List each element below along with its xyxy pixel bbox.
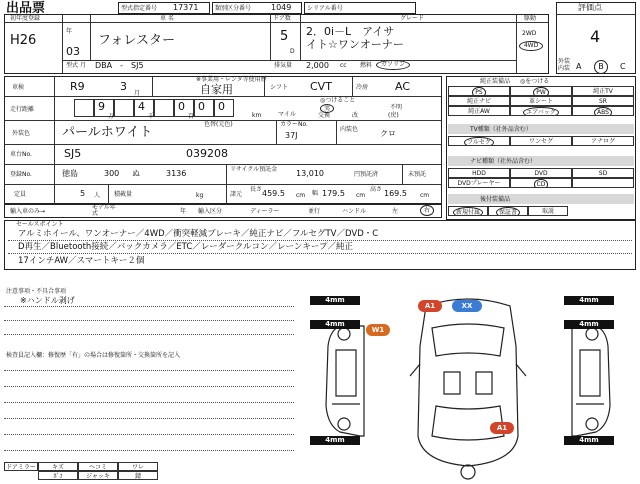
length-unit: cm	[296, 192, 306, 199]
navi-cd: CD	[534, 179, 549, 188]
handle-label: ハンドル	[342, 208, 367, 215]
fuel-selected: ガソリン	[376, 60, 410, 70]
mileage-option-modified: 改	[352, 112, 359, 119]
color-original-label: 色替(元色)	[204, 121, 233, 128]
model-label: 型式	[66, 62, 79, 69]
model-value: DBA - SJ5	[95, 61, 144, 70]
door-suffix: D	[290, 48, 295, 55]
width-label: 幅	[312, 190, 319, 197]
tire-depth-mr: 4mm	[564, 320, 614, 329]
height-value: 169.5	[384, 189, 407, 198]
inspection-era: R9	[70, 80, 85, 93]
load-label: 積載量	[114, 191, 133, 198]
equip-aw: 純正AW	[448, 106, 510, 116]
usage-value: 自家用	[200, 83, 233, 96]
equip-tv: 純正TV	[572, 86, 634, 96]
tv-analog: アナログ	[572, 136, 634, 146]
import-row	[4, 204, 442, 218]
mileage-digit-4: 0	[198, 100, 205, 113]
damage-mark-side: W1	[366, 324, 390, 336]
serial-box	[304, 2, 416, 14]
equip-ps: PS	[472, 87, 485, 96]
legend-mirror: ドアミラー	[4, 462, 38, 471]
category-value: 1049	[271, 3, 292, 12]
doors-value: 5	[280, 29, 289, 44]
grade-line1: 2．0i－L アイサ	[306, 25, 395, 38]
inspection-month: 3	[120, 80, 127, 93]
caution-value: ※ハンドル剥げ	[20, 296, 75, 305]
interior-grade-a: A	[576, 62, 582, 71]
mileage-option-replaced: 交換	[318, 112, 331, 119]
exterior-label: 外装	[558, 58, 571, 65]
reg-place: 徳島	[62, 169, 78, 178]
reg-kana: ぬ	[132, 169, 140, 178]
navi-dvd: DVD	[510, 168, 572, 178]
shift-label: シフト	[270, 84, 289, 91]
car-damage-diagram	[300, 286, 636, 480]
navi-dvdplayer: DVDプレーヤー	[448, 178, 510, 188]
interior-label: 内装	[558, 65, 571, 72]
car-name-label: 車 名	[160, 15, 174, 22]
model-year-unit: 年	[180, 208, 187, 215]
car-outline-svg	[300, 286, 636, 480]
equip-sr: SR	[572, 96, 634, 106]
mileage-unit-hyaku: 百	[188, 113, 195, 120]
tv-oneseg: ワンセグ	[510, 136, 572, 146]
category-box	[212, 2, 302, 14]
color-value: パールホワイト	[62, 125, 153, 140]
legend-rust: 錆	[118, 471, 158, 480]
mileage-option-mile: マイル	[278, 111, 296, 118]
post-new: 新規付属	[453, 207, 483, 216]
chassis-prefix: SJ5	[64, 147, 82, 160]
reg-label: 登録No.	[10, 171, 32, 178]
tire-depth-fr: 4mm	[564, 296, 614, 305]
parallel-option: 並行	[308, 208, 321, 215]
color-label: 外装色	[12, 130, 31, 137]
fuel-label: 燃料	[360, 62, 373, 69]
equip-airbag: エアバッグ	[523, 107, 559, 116]
post-equip-title: 後付装備品	[480, 196, 511, 203]
capacity-value: 5	[80, 189, 86, 198]
model-year-label: モデル年式	[92, 204, 116, 217]
width-unit: cm	[356, 192, 366, 199]
color-number-value: 37J	[285, 131, 298, 140]
mileage-digit-3: 0	[178, 100, 185, 113]
tire-depth-rl: 4mm	[310, 436, 360, 445]
damage-mark-rear: A1	[490, 422, 514, 434]
legend-boko: ﾎﾞｺ	[38, 471, 78, 480]
mileage-unit-sen: 千	[148, 113, 155, 120]
width-value: 179.5	[322, 189, 345, 198]
inspection-month-unit: 月	[134, 90, 141, 97]
handle-left: 左	[392, 208, 399, 215]
recycle-unit: 円預託済	[354, 171, 379, 178]
interior-color-label: 内装色	[340, 126, 359, 133]
selling-line-3: 17インチAW／スマートキー２個	[18, 256, 145, 266]
drive-4wd-selected: 4WD	[519, 41, 543, 51]
type-designation-label: 型式指定番号	[121, 5, 158, 12]
mileage-option-actual: 実	[320, 104, 334, 113]
tv-type-title: TV種類（社外品含む）	[470, 126, 532, 133]
type-designation-value: 17371	[173, 3, 199, 12]
reg-class: 300	[104, 169, 120, 178]
selling-points-label: セールスポイント	[16, 221, 64, 228]
damage-mark-windshield: XX	[452, 300, 482, 312]
displacement-label: 排気量	[274, 62, 293, 69]
equipment-note: ◎をつける	[520, 78, 550, 85]
car-name: フォレスター	[98, 33, 175, 48]
type-designation-box	[118, 2, 210, 14]
inspector-label: 検査員記入欄：修復歴「有」の場合は修復箇所・交換箇所を記入	[6, 352, 181, 359]
shift-value: CVT	[310, 80, 332, 93]
capacity-unit: 人	[94, 192, 101, 199]
navi-hdd: HDD	[448, 168, 510, 178]
navi-sd: SD	[572, 168, 634, 178]
equipment-title: 純正装備品	[480, 78, 511, 85]
recycle-unpaid: 未預託	[408, 171, 427, 178]
equip-abs: ABS	[594, 107, 612, 116]
first-reg-label: 初年度登録	[10, 15, 41, 22]
serial-label: シリアル番号	[307, 5, 343, 12]
tire-depth-rr: 4mm	[564, 436, 614, 445]
import-label: 輸入車のみ→	[10, 208, 46, 215]
handle-right-selected: 右	[420, 205, 434, 216]
mileage-option-unknown: 不明	[390, 104, 403, 111]
tire-depth-ml: 4mm	[310, 320, 360, 329]
score-label: 評価点	[578, 3, 602, 12]
month-unit: 月	[80, 62, 87, 69]
equip-pw: PW	[533, 87, 549, 96]
capacity-label: 定員	[14, 191, 27, 198]
usage-caption: ※事業用・レンタ等使用歴	[196, 76, 267, 83]
inspection-label: 車検	[12, 84, 25, 91]
first-reg-month: 03	[66, 45, 80, 58]
interior-grade-c: C	[620, 62, 626, 71]
equip-navi: 純正ナビ	[448, 96, 510, 106]
interior-grade-b-selected: B	[594, 60, 608, 74]
mileage-digit-5: 0	[218, 100, 225, 113]
height-unit: cm	[420, 192, 430, 199]
chassis-label: 車台No.	[10, 151, 32, 158]
load-unit: kg	[196, 192, 204, 199]
caution-label: 注意事項・不具合事項	[6, 288, 67, 295]
recycle-label: リサイクル預託金	[230, 166, 278, 173]
mileage-label: 走行距離	[10, 106, 35, 113]
category-label: 類別区分番号	[215, 5, 252, 12]
drive-2wd: 2WD	[522, 30, 537, 37]
mileage-unit-man: 万	[108, 113, 115, 120]
dealer-option: ディーラー	[250, 208, 280, 215]
first-reg-era: H26	[10, 33, 37, 48]
doors-label: ドア数	[273, 15, 291, 22]
mileage-digit-2: 4	[138, 100, 145, 113]
legend-crack: ワレ	[118, 462, 158, 471]
drive-label: 駆動	[524, 15, 537, 22]
length-value: 459.5	[262, 189, 285, 198]
displacement-value: 2,000	[306, 61, 329, 70]
navi-type-title: ナビ種類（社外品含む）	[470, 158, 537, 165]
selling-line-1: アルミホイール、ワンオーナー／4WD／衝突軽減ブレーキ／純正ナビ／フルセグTV／DVD・C	[18, 229, 379, 239]
post-warranty: 保証書	[496, 207, 520, 216]
length-label: 長さ	[250, 186, 263, 193]
interior-color-value: クロ	[380, 129, 396, 138]
mileage-note: ◎つけること	[320, 97, 356, 104]
dims-label: 諸元	[230, 191, 243, 198]
mileage-option-reversed: (戻)	[388, 112, 399, 119]
damage-mark-front: A1	[418, 300, 442, 312]
year-unit: 年	[66, 28, 73, 35]
displacement-unit: cc	[340, 62, 347, 69]
legend-dent: ヘコミ	[78, 462, 118, 471]
mileage-unit: km	[252, 112, 262, 119]
score-value: 4	[590, 27, 601, 46]
equip-leather: 革シート	[510, 96, 572, 106]
legend-jack: ジャッキ	[78, 471, 118, 480]
height-label: 高さ	[370, 186, 383, 193]
tire-depth-fl: 4mm	[310, 296, 360, 305]
grade-line2: イト☆ワンオーナー	[306, 38, 404, 51]
recycle-value: 13,010	[296, 169, 324, 178]
color-number-label: カラーNo.	[280, 121, 308, 128]
legend-scratch: キズ	[38, 462, 78, 471]
ac-label: 冷房	[356, 84, 369, 91]
import-type-label: 輸入区分	[198, 208, 223, 215]
grade-label: グレード	[400, 15, 425, 22]
tv-fullseg: フルセグ	[464, 137, 494, 146]
reg-num: 3136	[166, 169, 187, 178]
selling-line-2: D再生／Bluetooth接続／バックカメラ／ETC／レーダークルコン／レーンキープ／純正	[18, 242, 353, 252]
ac-value: AC	[395, 80, 411, 93]
mileage-digit-1: 9	[98, 100, 105, 113]
chassis-number: 039208	[186, 147, 228, 160]
post-manual: 取説	[528, 206, 568, 216]
doc-title: 出品票	[6, 1, 46, 16]
